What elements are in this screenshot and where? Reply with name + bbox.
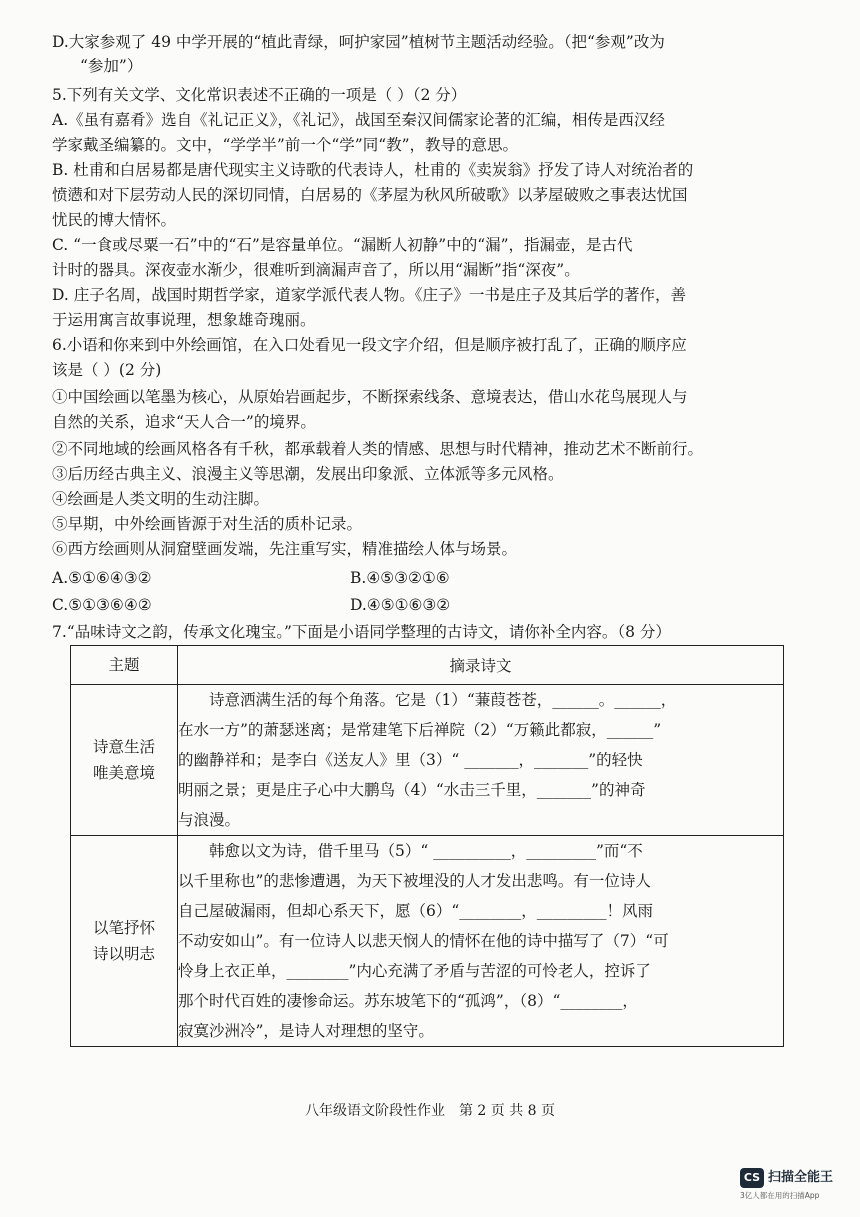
theme-label: 诗意生活	[92, 738, 155, 756]
q6-item-4: ④绘画是人类文明的生动注脚。	[52, 490, 270, 508]
poetry-table	[70, 645, 784, 1047]
table-row	[71, 836, 784, 1047]
q6-option-c[interactable]: C.⑤①③⑥④②	[52, 596, 152, 614]
content-cell-poetic-life[interactable]	[178, 685, 784, 836]
content-line: 在水一方”的萧瑟迷离；是常建笔下后禅院（2）“万籁此都寂，______”	[178, 721, 662, 739]
content-line: 以千里称也”的悲惨遭遇，为天下被埋没的人才发出悲鸣。有一位诗人	[178, 872, 651, 890]
theme-cell-poetic-life	[71, 685, 178, 836]
q5-option-c-line1: C. “一食或尽粟一石”中的“石”是容量单位。“漏断人初静”中的“漏”，指漏壶，是古代	[52, 236, 633, 254]
page-footer: 八年级语文阶段性作业 第 2 页 共 8 页	[304, 1103, 556, 1119]
content-line: 自己屋破漏雨，但却心系天下，愿（6）“________，_________！风雨	[178, 902, 654, 920]
header-content: 摘录诗文	[178, 646, 784, 685]
q4-option-d-line1: D.大家参观了 49 中学开展的“植此青绿，呵护家园”植树节主题活动经验。（把“参观”改为	[52, 33, 665, 51]
q6-item-3: ③后历经古典主义、浪漫主义等思潮，发展出印象派、立体派等多元风格。	[52, 465, 564, 483]
content-line: 寂寞沙洲冷”，是诗人对理想的坚守。	[178, 1022, 434, 1040]
content-line: 那个时代百姓的凄惨命运。苏东坡笔下的“孤鸿”，（8）“________，	[178, 992, 638, 1010]
q5-option-b-line1: B. 杜甫和白居易都是唐代现实主义诗歌的代表诗人，杜甫的《卖炭翁》抒发了诗人对统治者的	[52, 161, 694, 179]
content-line: 明丽之景；更是庄子心中大鹏鸟（4）“水击三千里，_______”的神奇	[178, 781, 646, 799]
q6-option-d[interactable]: D.④⑤①⑥③②	[350, 596, 451, 614]
q6-options-row1	[52, 566, 832, 590]
q5-option-d-line1: D. 庄子名周，战国时期哲学家，道家学派代表人物。《庄子》一书是庄子及其后学的著作，善	[52, 286, 686, 304]
header-theme: 主题	[71, 646, 178, 685]
content-line: 与浪漫。	[178, 811, 241, 829]
theme-label: 以笔抒怀	[92, 919, 155, 937]
q6-item-1-line1: ①中国绘画以笔墨为核心，从原始岩画起步，不断探索线条、意境表达，借山水花鸟展现人与	[52, 388, 688, 406]
theme-label: 诗以明志	[92, 945, 155, 963]
q5-option-b-line2: 愤懑和对下层劳动人民的深切同情，白居易的《茅屋为秋风所破歌》以茅屋破败之事表达忧国	[52, 186, 688, 204]
q5-option-a-line1: A.《虽有嘉肴》选自《礼记正义》，《礼记》，战国至秦汉间儒家论著的汇编，相传是西汉经	[52, 111, 665, 129]
q6-option-b[interactable]: B.④⑤③②①⑥	[350, 569, 450, 587]
q5-option-b-line3: 忧民的博大情怀。	[52, 211, 177, 229]
q5-stem: 5.下列有关文学、文化常识表述不正确的一项是（ ）（2 分）	[52, 86, 467, 104]
scanner-app-name: 扫描全能王	[768, 1170, 834, 1185]
content-line: 的幽静祥和；是李白《送友人》里（3）“ _______，_______”的轻快	[178, 751, 643, 769]
q6-item-5: ⑤早期，中外绘画皆源于对生活的质朴记录。	[52, 515, 363, 533]
cs-logo-icon: CS	[740, 1168, 764, 1188]
q5-option-a-line2: 学家戴圣编纂的。文中，“学学半”前一个“学”同“教”，教导的意思。	[52, 136, 519, 154]
q4-option-d-line2: “参加”）	[80, 57, 143, 75]
theme-label: 唯美意境	[92, 764, 155, 782]
content-line: 怜身上衣正单，________”内心充满了矛盾与苦涩的可怜老人，控诉了	[178, 962, 651, 980]
q6-item-1-line2: 自然的关系，追求“天人合一”的境界。	[52, 413, 316, 431]
q6-stem-line1: 6.小语和你来到中外绘画馆，在入口处看见一段文字介绍，但是顺序被打乱了，正确的顺序应	[52, 336, 687, 354]
table-header-row	[71, 646, 784, 685]
content-cell-express-ambition[interactable]	[178, 836, 784, 1047]
q6-stem-line2: 该是（ ）(2 分)	[52, 361, 162, 379]
content-line: 不动安如山”。有一位诗人以悲天悯人的情怀在他的诗中描写了（7）“可	[178, 932, 669, 950]
content-line: 诗意洒满生活的每个角落。它是（1）“蒹葭苍苍，______。______，	[178, 691, 677, 709]
q6-option-a[interactable]: A.⑤①⑥④③②	[52, 569, 152, 587]
theme-cell-express-ambition	[71, 836, 178, 1047]
table-row	[71, 685, 784, 836]
q6-item-2: ②不同地域的绘画风格各有千秋，都承载着人类的情感、思想与时代精神，推动艺术不断前行。	[52, 440, 704, 458]
content-line: 韩愈以文为诗，借千里马（5）“ __________，_________”而“不	[178, 842, 643, 860]
q5-option-c-line2: 计时的器具。深夜壶水渐少，很难听到滴漏声音了，所以用“漏断”指“深夜”。	[52, 261, 580, 279]
q5-option-d-line2: 于运用寓言故事说理，想象雄奇瑰丽。	[52, 311, 316, 329]
scanner-tagline: 3亿人都在用的扫描App	[740, 1191, 820, 1200]
q6-options-row2	[52, 593, 832, 617]
q6-item-6: ⑥西方绘画则从洞窟壁画发端，先注重写实，精准描绘人体与场景。	[52, 540, 518, 558]
scanner-watermark	[740, 1168, 840, 1208]
q7-stem: 7.“品味诗文之韵，传承文化瑰宝。”下面是小语同学整理的古诗文，请你补全内容。（8 分）	[52, 623, 671, 641]
